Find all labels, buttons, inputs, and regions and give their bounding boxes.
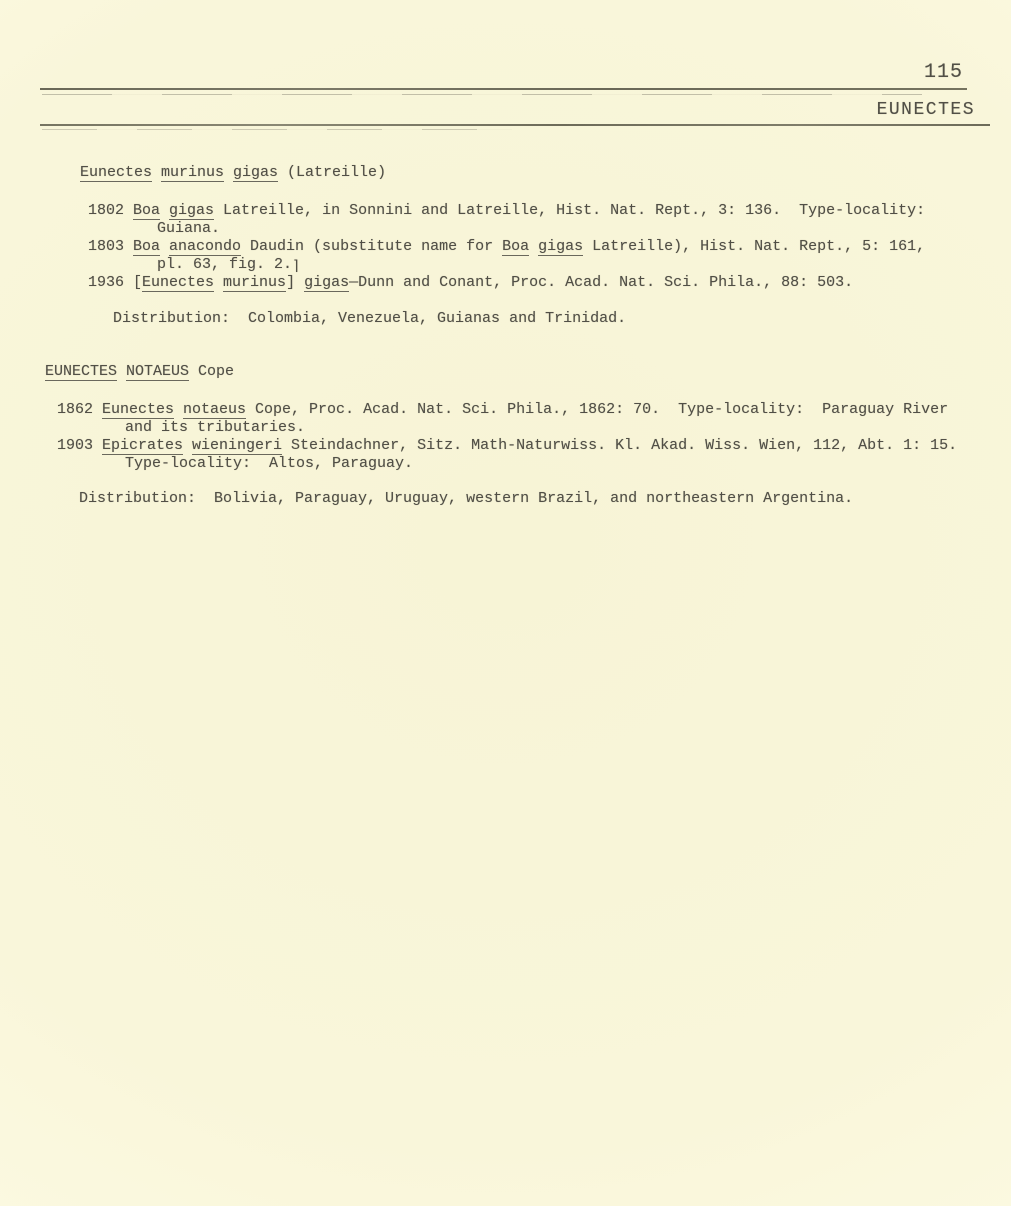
synonymy-entry-1862 xyxy=(57,401,948,419)
running-head: EUNECTES xyxy=(876,100,975,120)
distribution-notaeus: Distribution: Bolivia, Paraguay, Uruguay, western Brazil, and northeastern Argentina. xyxy=(79,490,854,507)
synonymy-entry-1803 xyxy=(88,238,925,256)
open-bracket: [ xyxy=(133,274,143,291)
header-rule-bottom-echo xyxy=(42,129,512,130)
entry-year: 1803 xyxy=(88,238,125,255)
close-bracket: ] xyxy=(286,274,305,291)
subspecies-name: gigas xyxy=(304,274,350,291)
species-name: anacondo xyxy=(169,238,242,255)
citation-text: Steindachner, Sitz. Math-Naturwiss. Kl. Akad. Wiss. Wien, 112, Abt. 1: 15. xyxy=(282,437,958,454)
genus-name: Boa xyxy=(133,202,161,219)
entry-year: 1802 xyxy=(88,202,125,219)
species-name: murinus xyxy=(223,274,287,291)
genus-name: Eunectes xyxy=(80,164,153,181)
citation-text: pl. 63, fig. 2. xyxy=(157,256,293,273)
species-name: NOTAEUS xyxy=(126,363,190,380)
entry-year: 1862 xyxy=(57,401,94,418)
synonymy-entry-1802-continuation: Guiana. xyxy=(157,220,221,237)
distribution-murinus: Distribution: Colombia, Venezuela, Guianas and Trinidad. xyxy=(113,310,627,327)
synonymy-entry-1903-continuation: Type-locality: Altos, Paraguay. xyxy=(125,455,414,472)
species-name: notaeus xyxy=(183,401,247,418)
genus-name: Eunectes xyxy=(142,274,215,291)
citation-text: Latreille), Hist. Nat. Rept., 5: 161, xyxy=(583,238,926,255)
synonymy-entry-1862-continuation: and its tributaries. xyxy=(125,419,306,436)
citation-text: —Dunn and Conant, Proc. Acad. Nat. Sci. Phila., 88: 503. xyxy=(349,274,854,291)
entry-year: 1936 xyxy=(88,274,125,291)
authority-text: (Latreille) xyxy=(278,164,387,181)
genus-name: EUNECTES xyxy=(45,363,118,380)
entry-year: 1903 xyxy=(57,437,94,454)
species-heading-murinus-gigas xyxy=(80,164,386,182)
authority-text: Cope xyxy=(189,363,235,380)
synonymy-entry-1803-continuation xyxy=(157,256,300,276)
species-name: gigas xyxy=(169,202,215,219)
header-rule-top xyxy=(40,88,967,90)
genus-name: Eunectes xyxy=(102,401,175,418)
genus-name: Boa xyxy=(502,238,530,255)
page-number: 115 xyxy=(923,61,963,84)
genus-name: Epicrates xyxy=(102,437,184,454)
genus-name: Boa xyxy=(133,238,161,255)
species-name: murinus xyxy=(161,164,225,181)
subspecies-name: gigas xyxy=(233,164,279,181)
species-name: gigas xyxy=(538,238,584,255)
header-rule-top-echo xyxy=(42,94,922,95)
species-name: wieningeri xyxy=(192,437,283,454)
species-heading-notaeus xyxy=(45,363,234,381)
citation-text: Cope, Proc. Acad. Nat. Sci. Phila., 1862: 70. Type-locality: Paraguay River xyxy=(246,401,949,418)
typewriter-half-bracket: ⌉ xyxy=(292,259,301,275)
synonymy-entry-1903 xyxy=(57,437,957,455)
synonymy-entry-1936 xyxy=(88,274,853,292)
citation-text: Daudin (substitute name for xyxy=(241,238,503,255)
synonymy-entry-1802 xyxy=(88,202,925,220)
header-rule-bottom xyxy=(40,124,990,126)
citation-text: Latreille, in Sonnini and Latreille, Hist. Nat. Rept., 3: 136. Type-locality: xyxy=(214,202,926,219)
